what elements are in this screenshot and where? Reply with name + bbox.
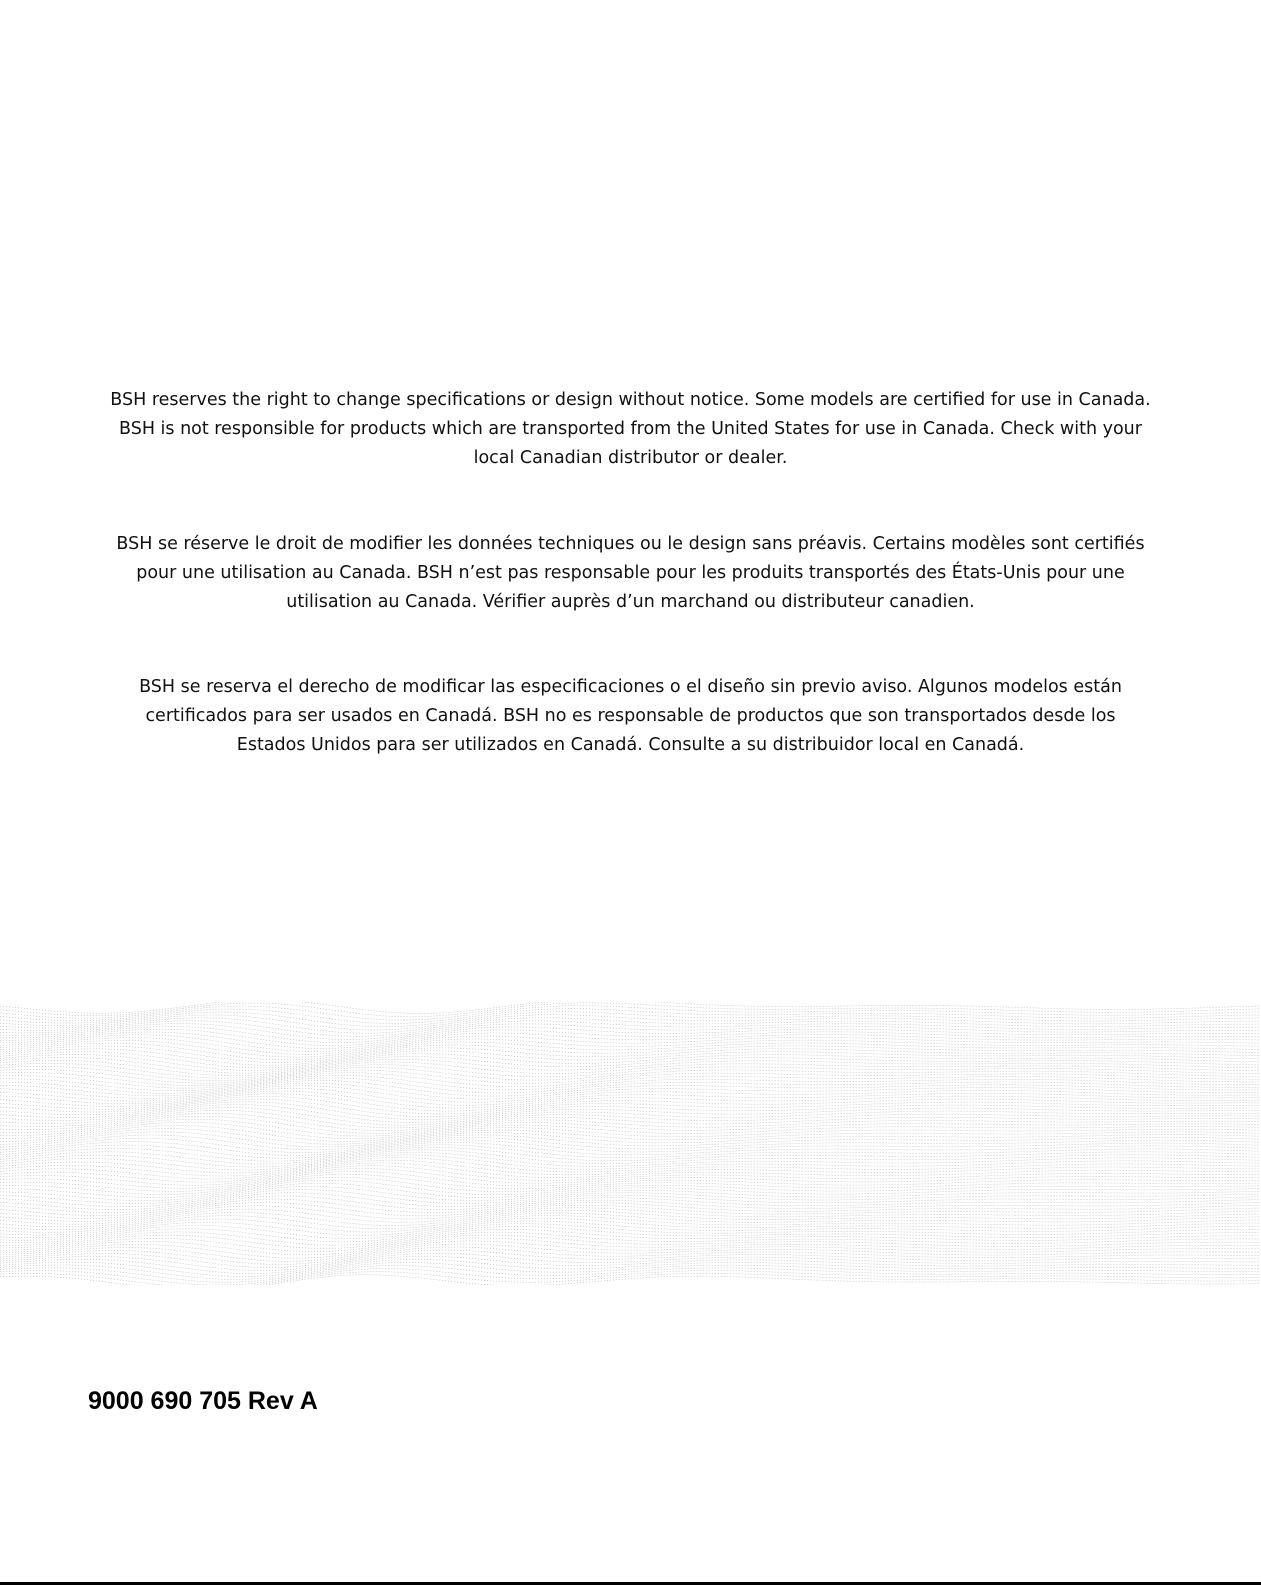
notice-french: BSH se réserve le droit de modifier les données techniques ou le design sans préavis. Certains modèles sont certifiés pour une utilisation au Canada. BSH n’est pas responsable pour les produits transportés des États-Unis pour une utilisation au Canada. Vérifier auprès d’un marchand ou distributeur canadien. bbox=[116, 534, 1145, 612]
notice-spanish: BSH se reserva el derecho de modificar las especificaciones o el diseño sin previo aviso. Algunos modelos están certificados para ser usados en Canadá. BSH no es responsable de productos que son transportados desde los Estados Unidos para ser utilizados en Canadá. Consulte a su distribuidor local en Canadá. bbox=[139, 677, 1122, 755]
document-number: 9000 690 705 Rev A bbox=[88, 1387, 318, 1415]
notice-english: BSH reserves the right to change specifications or design without notice. Some models are certified for use in Canada. BSH is not responsible for products which are transported from the United States for use in Canada. Check with your local Canadian distributor or dealer. bbox=[110, 390, 1151, 468]
decorative-wave-pattern bbox=[0, 1002, 1261, 1285]
